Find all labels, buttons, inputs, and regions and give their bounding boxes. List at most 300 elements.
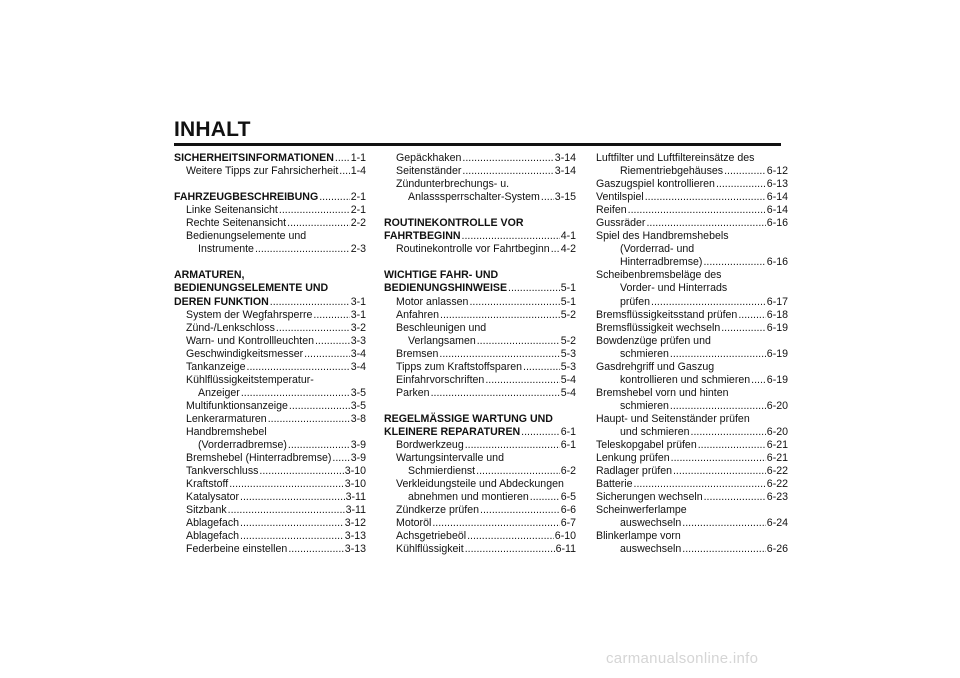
toc-page-number: 3-13 bbox=[344, 530, 366, 543]
toc-page-number: 5-2 bbox=[560, 308, 576, 321]
toc-section-heading bbox=[174, 269, 366, 282]
dot-leader bbox=[508, 282, 560, 295]
dot-leader bbox=[279, 204, 350, 217]
dot-leader bbox=[432, 517, 559, 530]
toc-entry bbox=[596, 296, 788, 309]
title-rule bbox=[174, 143, 781, 146]
toc-entry-title: kontrollieren und schmieren bbox=[620, 373, 751, 386]
toc-page-number: 6-17 bbox=[766, 295, 788, 308]
page-title: INHALT bbox=[174, 118, 251, 141]
toc-entry-title: Ablagefach bbox=[186, 517, 240, 530]
toc-entry bbox=[174, 361, 366, 374]
toc-entry-title: ARMATUREN, bbox=[174, 269, 245, 282]
toc-entry-title: Haupt- und Seitenständer prüfen bbox=[596, 412, 750, 425]
toc-entry-title: Bremsflüssigkeitsstand prüfen bbox=[596, 308, 738, 321]
toc-entry bbox=[384, 165, 576, 178]
dot-leader bbox=[530, 491, 560, 504]
toc-entry bbox=[596, 543, 788, 556]
toc-entry-title: Achsgetriebeöl bbox=[396, 530, 467, 543]
toc-page-number: 3-10 bbox=[344, 465, 366, 478]
toc-page-number: 3-5 bbox=[350, 386, 366, 399]
toc-page-number: 6-10 bbox=[554, 530, 576, 543]
toc-page-number: 5-3 bbox=[560, 347, 576, 360]
toc-entry-title: Tankverschluss bbox=[186, 465, 259, 478]
toc-page-number: 6-21 bbox=[766, 452, 788, 465]
dot-leader bbox=[751, 374, 766, 387]
toc-page-number: 3-2 bbox=[350, 321, 366, 334]
toc-entry-title: Handbremshebel bbox=[186, 425, 267, 438]
toc-entry-title: Bowdenzüge prüfen und bbox=[596, 334, 711, 347]
toc-page-number: 6-22 bbox=[766, 465, 788, 478]
toc-entry bbox=[596, 322, 788, 335]
toc-entry-title: Motor anlassen bbox=[396, 295, 469, 308]
toc-page-number: 3-5 bbox=[350, 399, 366, 412]
toc-entry bbox=[596, 217, 788, 230]
toc-entry-title: Radlager prüfen bbox=[596, 465, 672, 478]
toc-page-number: 4-1 bbox=[560, 230, 576, 243]
toc-entry bbox=[596, 426, 788, 439]
toc-entry-title: Bremsen bbox=[396, 347, 439, 360]
toc-page-number: 3-1 bbox=[350, 308, 366, 321]
dot-leader bbox=[670, 400, 766, 413]
dot-leader bbox=[462, 152, 553, 165]
toc-entry-title: Kühlflüssigkeit bbox=[396, 543, 464, 556]
toc-spacer bbox=[384, 400, 576, 413]
toc-page-number: 5-2 bbox=[560, 334, 576, 347]
toc-entry bbox=[596, 191, 788, 204]
dot-leader bbox=[339, 165, 349, 178]
toc-entry bbox=[596, 491, 788, 504]
dot-leader bbox=[270, 296, 350, 309]
toc-entry bbox=[596, 309, 788, 322]
toc-entry-title: Kraftstoff bbox=[186, 478, 229, 491]
toc-page-number: 4-2 bbox=[560, 243, 576, 256]
toc-entry-title: REGELMÄSSIGE WARTUNG UND bbox=[384, 412, 553, 425]
dot-leader bbox=[691, 426, 766, 439]
toc-page-number: 6-19 bbox=[766, 321, 788, 334]
toc-entry-title: Verkleidungsteile und Abdeckungen bbox=[396, 478, 564, 491]
toc-page-number: 6-11 bbox=[555, 543, 576, 556]
toc-entry-title: FAHRZEUGBESCHREIBUNG bbox=[174, 191, 319, 204]
toc-page-number: 6-14 bbox=[766, 204, 788, 217]
toc-entry-title: Routinekontrolle vor Fahrtbeginn bbox=[396, 243, 550, 256]
toc-page-number: 5-4 bbox=[560, 373, 576, 386]
toc-entry-title: Anzeiger bbox=[198, 386, 240, 399]
toc-entry-title: Zündunterbrechungs- u. bbox=[396, 178, 510, 191]
toc-entry bbox=[384, 374, 576, 387]
toc-entry-title: BEDIENUNGSELEMENTE UND bbox=[174, 282, 329, 295]
dot-leader bbox=[332, 452, 349, 465]
toc-page-number: 6-12 bbox=[766, 165, 788, 178]
dot-leader bbox=[645, 191, 766, 204]
toc-entry-title: prüfen bbox=[620, 295, 651, 308]
toc-spacer bbox=[174, 256, 366, 269]
toc-page-number: 6-6 bbox=[560, 504, 576, 517]
dot-leader bbox=[521, 426, 560, 439]
dot-leader bbox=[651, 296, 766, 309]
toc-entry-title: Gasdrehgriff und Gaszug bbox=[596, 360, 715, 373]
dot-leader bbox=[431, 387, 560, 400]
toc-section-heading bbox=[384, 269, 576, 282]
toc-page-number: 6-20 bbox=[766, 425, 788, 438]
dot-leader bbox=[476, 465, 560, 478]
dot-leader bbox=[229, 478, 344, 491]
toc-entry bbox=[596, 478, 788, 491]
dot-leader bbox=[313, 309, 349, 322]
toc-entry-title: Schmierdienst bbox=[408, 465, 476, 478]
toc-section-heading bbox=[174, 296, 366, 309]
toc-spacer bbox=[174, 178, 366, 191]
toc-entry-title: Bordwerkzeug bbox=[396, 439, 464, 452]
dot-leader bbox=[477, 335, 560, 348]
dot-leader bbox=[716, 178, 766, 191]
toc-entry-title: Wartungsintervalle und bbox=[396, 452, 504, 465]
dot-leader bbox=[671, 452, 766, 465]
dot-leader bbox=[469, 296, 559, 309]
toc-entry-title: Federbeine einstellen bbox=[186, 543, 288, 556]
toc-entry-title: KLEINERE REPARATUREN bbox=[384, 425, 521, 438]
toc-entry-title: Parken bbox=[396, 386, 430, 399]
dot-leader bbox=[551, 243, 560, 256]
toc-page-number: 3-9 bbox=[350, 452, 366, 465]
dot-leader bbox=[335, 152, 350, 165]
dot-leader bbox=[288, 543, 343, 556]
toc-page-number: 3-12 bbox=[344, 517, 366, 530]
toc-entry-title: DEREN FUNKTION bbox=[174, 295, 269, 308]
toc-entry-title: Gepäckhaken bbox=[396, 152, 462, 164]
toc-page-number: 2-1 bbox=[350, 204, 366, 217]
toc-entry-title: (Vorderrad- und bbox=[620, 243, 695, 256]
toc-entry bbox=[596, 517, 788, 530]
toc-entry-title: Gaszugspiel kontrollieren bbox=[596, 178, 715, 191]
toc-page-number: 5-4 bbox=[560, 386, 576, 399]
dot-leader bbox=[541, 191, 554, 204]
toc-entry bbox=[174, 322, 366, 335]
toc-page-number: 5-1 bbox=[560, 295, 576, 308]
toc-entry-title: Zündkerze prüfen bbox=[396, 504, 480, 517]
toc-entry bbox=[174, 335, 366, 348]
toc-entry bbox=[596, 439, 788, 452]
toc-entry-title: und schmieren bbox=[620, 425, 690, 438]
dot-leader bbox=[738, 309, 765, 322]
dot-leader bbox=[467, 530, 554, 543]
toc-page-number: 6-13 bbox=[766, 178, 788, 191]
toc-page-number: 6-14 bbox=[766, 191, 788, 204]
toc-entry bbox=[174, 400, 366, 413]
toc-section-heading bbox=[174, 152, 366, 165]
toc-entry bbox=[384, 361, 576, 374]
toc-section-heading bbox=[384, 217, 576, 230]
toc-entry-title: Spiel des Handbremshebels bbox=[596, 230, 729, 243]
dot-leader bbox=[646, 217, 765, 230]
toc-section-heading bbox=[174, 282, 366, 295]
toc-entry-title: Tankanzeige bbox=[186, 360, 246, 373]
toc-entry bbox=[384, 517, 576, 530]
toc-entry bbox=[384, 296, 576, 309]
toc-entry bbox=[384, 491, 576, 504]
toc-entry bbox=[384, 152, 576, 165]
toc-page-number: 3-11 bbox=[345, 491, 366, 504]
toc-entry-title: Bremshebel (Hinterradbremse) bbox=[186, 452, 332, 465]
toc-entry bbox=[596, 465, 788, 478]
toc-entry bbox=[174, 413, 366, 426]
toc-page-number: 6-1 bbox=[560, 425, 576, 438]
toc-entry bbox=[596, 452, 788, 465]
toc-entry bbox=[384, 309, 576, 322]
toc-entry-title: ROUTINEKONTROLLE VOR bbox=[384, 217, 524, 230]
toc-entry bbox=[596, 504, 788, 517]
toc-entry-title: Reifen bbox=[596, 204, 627, 217]
toc-column-2 bbox=[384, 152, 576, 556]
toc-entry bbox=[174, 426, 366, 439]
toc-page-number: 6-26 bbox=[766, 543, 788, 556]
toc-page-number: 3-1 bbox=[350, 295, 366, 308]
toc-entry-title: schmieren bbox=[620, 347, 669, 360]
toc-entry-title: BEDIENUNGSHINWEISE bbox=[384, 282, 508, 295]
toc-page-number: 6-19 bbox=[766, 347, 788, 360]
toc-entry bbox=[174, 465, 366, 478]
toc-entry bbox=[596, 387, 788, 400]
toc-entry-title: Verlangsamen bbox=[408, 334, 476, 347]
toc-page-number: 2-2 bbox=[350, 217, 366, 230]
dot-leader bbox=[682, 543, 766, 556]
toc-entry bbox=[384, 452, 576, 465]
toc-entry bbox=[596, 361, 788, 374]
toc-entry-title: Bremsflüssigkeit wechseln bbox=[596, 321, 721, 334]
toc-entry bbox=[174, 439, 366, 452]
toc-entry-title: Teleskopgabel prüfen bbox=[596, 439, 697, 452]
toc-entry-title: Hinterradbremse) bbox=[620, 256, 703, 269]
toc-entry-title: Anlasssperrschalter-System bbox=[408, 191, 540, 204]
dot-leader bbox=[319, 191, 349, 204]
toc-section-heading bbox=[384, 426, 576, 439]
dot-leader bbox=[287, 217, 350, 230]
toc-entry bbox=[384, 322, 576, 335]
toc-entry bbox=[174, 374, 366, 387]
toc-entry bbox=[596, 335, 788, 348]
toc-page-number: 6-5 bbox=[560, 491, 576, 504]
toc-entry bbox=[174, 387, 366, 400]
toc-page-number: 6-22 bbox=[766, 478, 788, 491]
dot-leader bbox=[288, 439, 350, 452]
toc-entry bbox=[596, 178, 788, 191]
toc-entry-title: auswechseln bbox=[620, 517, 682, 530]
toc-entry-title: Katalysator bbox=[186, 491, 239, 504]
toc-page-number: 3-9 bbox=[350, 439, 366, 452]
toc-entry-title: Batterie bbox=[596, 478, 633, 491]
toc-entry bbox=[596, 256, 788, 269]
toc-entry bbox=[384, 178, 576, 191]
toc-section-heading bbox=[384, 282, 576, 295]
dot-leader bbox=[673, 465, 766, 478]
toc-entry bbox=[384, 387, 576, 400]
toc-entry bbox=[174, 204, 366, 217]
toc-page-number: 2-1 bbox=[350, 191, 366, 204]
toc-page-number: 6-2 bbox=[560, 465, 576, 478]
toc-entry bbox=[174, 230, 366, 243]
toc-page-number: 3-4 bbox=[350, 347, 366, 360]
toc-column-1 bbox=[174, 152, 366, 556]
toc-page-number: 3-14 bbox=[554, 165, 576, 178]
toc-entry bbox=[384, 530, 576, 543]
toc-entry bbox=[384, 243, 576, 256]
dot-leader bbox=[682, 517, 766, 530]
toc-entry-title: Lenkerarmaturen bbox=[186, 412, 267, 425]
toc-entry bbox=[174, 309, 366, 322]
toc-page-number: 3-4 bbox=[350, 360, 366, 373]
dot-leader bbox=[247, 361, 350, 374]
toc-entry-title: SICHERHEITSINFORMATIONEN bbox=[174, 152, 334, 164]
dot-leader bbox=[462, 230, 560, 243]
dot-leader bbox=[698, 439, 766, 452]
dot-leader bbox=[439, 348, 559, 361]
toc-column-3 bbox=[596, 152, 788, 556]
dot-leader bbox=[304, 348, 350, 361]
toc-entry bbox=[596, 413, 788, 426]
toc-entry bbox=[174, 478, 366, 491]
toc-page-number: 3-3 bbox=[350, 334, 366, 347]
toc-page-number: 1-1 bbox=[350, 152, 366, 164]
toc-entry-title: auswechseln bbox=[620, 543, 682, 556]
dot-leader bbox=[240, 491, 345, 504]
toc-page-number: 3-11 bbox=[345, 504, 366, 517]
toc-entry bbox=[596, 165, 788, 178]
toc-entry-title: Luftfilter und Luftfiltereinsätze des bbox=[596, 152, 755, 164]
toc-spacer bbox=[384, 256, 576, 269]
toc-entry bbox=[174, 243, 366, 256]
toc-page-number: 6-21 bbox=[766, 439, 788, 452]
toc-entry-title: Vorder- und Hinterrads bbox=[620, 282, 728, 295]
dot-leader bbox=[465, 439, 560, 452]
toc-section-heading bbox=[384, 230, 576, 243]
toc-entry-title: System der Wegfahrsperre bbox=[186, 308, 313, 321]
toc-entry-title: Ventilspiel bbox=[596, 191, 644, 204]
dot-leader bbox=[465, 543, 555, 556]
toc-entry-title: Sitzbank bbox=[186, 504, 227, 517]
toc-entry bbox=[384, 335, 576, 348]
toc-entry bbox=[174, 165, 366, 178]
dot-leader bbox=[724, 165, 766, 178]
toc-entry bbox=[596, 152, 788, 165]
toc-entry-title: Geschwindigkeitsmesser bbox=[186, 347, 304, 360]
toc-page-number: 5-1 bbox=[560, 282, 576, 295]
toc-entry bbox=[596, 530, 788, 543]
toc-section-heading bbox=[384, 413, 576, 426]
toc-entry bbox=[596, 204, 788, 217]
toc-entry-title: Scheibenbremsbeläge des bbox=[596, 269, 722, 282]
toc-entry bbox=[174, 452, 366, 465]
dot-leader bbox=[721, 322, 766, 335]
toc-entry bbox=[384, 478, 576, 491]
toc-entry-title: Ablagefach bbox=[186, 530, 240, 543]
toc-entry-title: Riementriebgehäuses bbox=[620, 165, 724, 178]
dot-leader bbox=[315, 335, 350, 348]
dot-leader bbox=[259, 465, 343, 478]
toc-entry-title: (Vorderradbremse) bbox=[198, 439, 287, 452]
toc-page-number: 6-20 bbox=[766, 399, 788, 412]
toc-entry-title: Lenkung prüfen bbox=[596, 452, 670, 465]
dot-leader bbox=[228, 504, 345, 517]
dot-leader bbox=[485, 374, 559, 387]
toc-page-number: 6-23 bbox=[766, 491, 788, 504]
toc-page-number: 3-8 bbox=[350, 412, 366, 425]
toc-entry bbox=[384, 348, 576, 361]
toc-entry bbox=[596, 282, 788, 295]
toc-page-number: 3-15 bbox=[554, 191, 576, 204]
dot-leader bbox=[634, 478, 766, 491]
toc-entry-title: Warn- und Kontrollleuchten bbox=[186, 334, 314, 347]
dot-leader bbox=[703, 256, 765, 269]
toc-page-number: 6-18 bbox=[766, 308, 788, 321]
toc-page-number: 6-24 bbox=[766, 517, 788, 530]
dot-leader bbox=[240, 530, 344, 543]
toc-page-number: 5-3 bbox=[560, 360, 576, 373]
toc-entry-title: Scheinwerferlampe bbox=[596, 504, 687, 517]
toc-entry-title: Instrumente bbox=[198, 243, 254, 256]
toc-entry-title: Anfahren bbox=[396, 308, 439, 321]
toc-entry-title: Zünd-/Lenkschloss bbox=[186, 321, 275, 334]
toc-entry-title: Linke Seitenansicht bbox=[186, 204, 278, 217]
toc-entry bbox=[174, 491, 366, 504]
watermark: carmanualsonline.info bbox=[606, 650, 759, 667]
toc-entry bbox=[384, 465, 576, 478]
toc-entry-title: Sicherungen wechseln bbox=[596, 491, 703, 504]
toc-page-number: 6-1 bbox=[560, 439, 576, 452]
toc-entry bbox=[596, 269, 788, 282]
toc-entry bbox=[384, 191, 576, 204]
toc-page-number: 2-3 bbox=[350, 243, 366, 256]
toc-entry-title: Tipps zum Kraftstoffsparen bbox=[396, 360, 523, 373]
toc-entry bbox=[596, 230, 788, 243]
toc-entry-title: FAHRTBEGINN bbox=[384, 230, 461, 243]
toc-entry-title: WICHTIGE FAHR- UND bbox=[384, 269, 499, 282]
dot-leader bbox=[480, 504, 560, 517]
toc-section-heading bbox=[174, 191, 366, 204]
toc-page-number: 3-14 bbox=[554, 152, 576, 164]
toc-entry bbox=[596, 348, 788, 361]
dot-leader bbox=[462, 165, 553, 178]
toc-page-number: 1-4 bbox=[350, 165, 366, 178]
toc-page-number: 6-16 bbox=[766, 217, 788, 230]
toc-entry-title: Bremshebel vorn und hinten bbox=[596, 386, 729, 399]
toc-page-number: 6-16 bbox=[766, 256, 788, 269]
toc-spacer bbox=[384, 204, 576, 217]
dot-leader bbox=[240, 517, 344, 530]
toc-page-number: 3-13 bbox=[344, 543, 366, 556]
toc-entry-title: Einfahrvorschriften bbox=[396, 373, 485, 386]
toc-entry bbox=[384, 504, 576, 517]
toc-entry bbox=[174, 517, 366, 530]
toc-entry bbox=[174, 217, 366, 230]
toc-entry-title: Weitere Tipps zur Fahrsicherheit bbox=[186, 165, 339, 178]
dot-leader bbox=[268, 413, 350, 426]
dot-leader bbox=[523, 361, 560, 374]
toc-entry bbox=[596, 243, 788, 256]
toc-entry-title: Seitenständer bbox=[396, 165, 462, 178]
toc-entry bbox=[596, 400, 788, 413]
toc-entry bbox=[174, 504, 366, 517]
dot-leader bbox=[241, 387, 350, 400]
toc-page-number: 6-7 bbox=[560, 517, 576, 530]
dot-leader bbox=[670, 348, 766, 361]
toc-entry bbox=[174, 348, 366, 361]
toc-entry bbox=[596, 374, 788, 387]
toc-entry-title: Multifunktionsanzeige bbox=[186, 399, 288, 412]
toc-entry bbox=[384, 439, 576, 452]
toc-entry-title: Gussräder bbox=[596, 217, 646, 230]
toc-entry-title: Kühlflüssigkeitstemperatur- bbox=[186, 373, 314, 386]
toc-entry bbox=[174, 543, 366, 556]
